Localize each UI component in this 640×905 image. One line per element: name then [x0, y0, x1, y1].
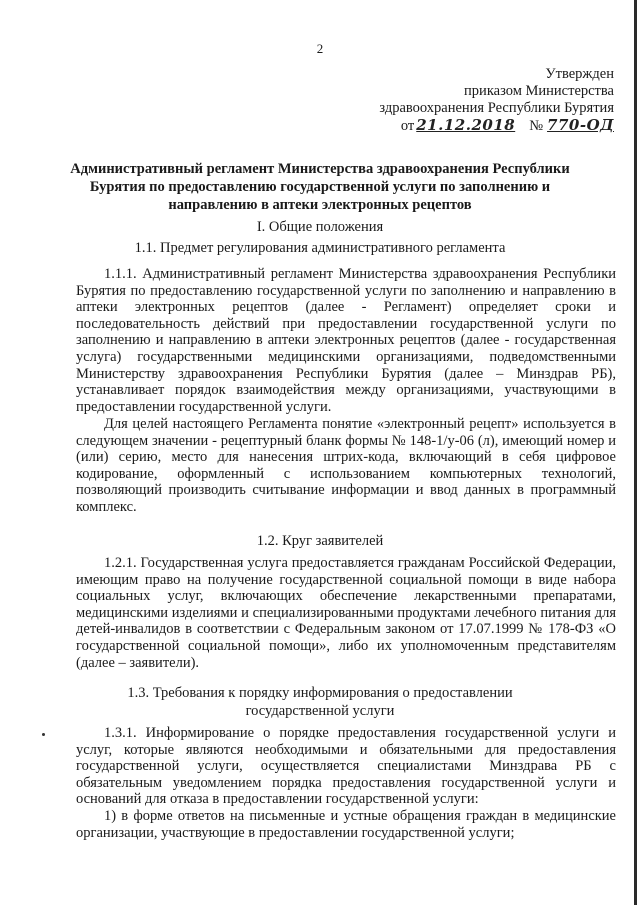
- paragraph-1-2-1: 1.2.1. Государственная услуга предоставляется гражданам Российской Федерации, имеющим право на получение государственной социальной помощи в виде набора социальных услуг, включающих обеспечение лекарственными препаратами, медицинскими изделиями и специализированными продуктами лечебного питания для детей-инвалидов в соответствии с Федеральным законом от 17.07.1999 № 178-ФЗ «О государственной социальной помощи», либо их уполномоченным представителям (далее – заявители).: [76, 555, 616, 671]
- approval-stamp-block: [379, 66, 614, 135]
- subsection-heading-1-3-line2: государственной услуги: [245, 703, 395, 719]
- subsection-heading-1-2: 1.2. Круг заявителей: [256, 533, 384, 549]
- paragraph-definition: Для целей настоящего Регламента понятие «электронный рецепт» используется в следующем значении - рецептурный бланк формы № 148-1/у-06 (л), имеющий номер и (или) серию, место для нанесения штрих-кода, включающий в себя цифровое кодирование, оформленный с использованием компьютерных технологий, позволяющий производить считывание информации и ввод данных в программный комплекс.: [76, 416, 616, 515]
- subsection-heading-1-3-line1: 1.3. Требования к порядку информирования о предоставлении: [127, 685, 513, 701]
- section-heading-general: I. Общие положения: [256, 219, 384, 235]
- handwritten-date: 21.12.2018: [416, 116, 516, 134]
- approval-date-line: [379, 117, 614, 135]
- document-title: Административный регламент Министерства здравоохранения Республики Бурятия по предоставлению государственной услуги по заполнению и направлению в аптеки электронных рецептов: [70, 161, 570, 213]
- approval-line-approved: Утвержден: [545, 66, 614, 82]
- page-number: 2: [316, 41, 324, 56]
- approval-line-ministry: здравоохранения Республики Бурятия: [379, 100, 614, 116]
- handwritten-order-number: 770-ОД: [547, 116, 614, 134]
- paragraph-1-1-1: 1.1.1. Административный регламент Министерства здравоохранения Республики Бурятия по предоставлению государственной услуги по заполнению и направлению в аптеки электронных рецептов (далее - Регламент) определяет сроки и последовательность действий при предоставлении государственной услуги по заполнению и направлению в аптеки электронных рецептов (далее - государственная услуга) государственными медицинскими организациями, подведомственными Министерству здравоохранения Республики Бурятия (далее – Минздрав РБ), устанавливает порядок взаимодействия между организациями, участвующими в предоставлении государственной услуги.: [76, 266, 616, 415]
- paragraph-1-3-1: 1.3.1. Информирование о порядке предоставления государственной услуги и услуг, которые являются необходимыми и обязательными для предоставления государственной услуги, осуществляется специалистами Минздрава РБ с обязательным уведомлением порядка предоставления государственной услуги и оснований для отказа в предоставлении государственной услуги:: [76, 725, 616, 808]
- paragraph-1-3-1-item-1: 1) в форме ответов на письменные и устные обращения граждан в медицинские организации, участвующие в предоставлении государственной услуги;: [76, 808, 616, 841]
- scan-edge-line: [634, 0, 637, 905]
- number-prefix: №: [529, 118, 544, 134]
- subsection-heading-1-1: 1.1. Предмет регулирования административного регламента: [134, 240, 506, 256]
- approval-line-order: приказом Министерства: [464, 83, 614, 99]
- scan-dot-mark: [42, 733, 45, 736]
- date-prefix: от: [400, 118, 415, 134]
